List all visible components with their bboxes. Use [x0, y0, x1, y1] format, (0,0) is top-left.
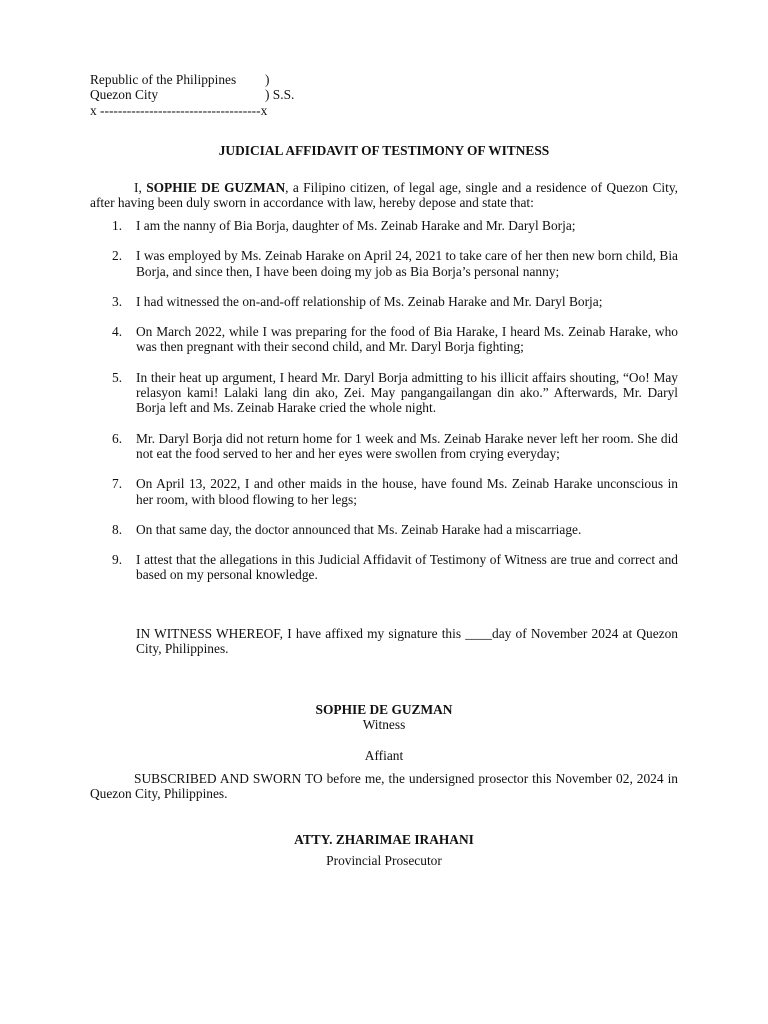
intro-prefix: I,	[134, 180, 147, 195]
item-number: 7.	[112, 476, 123, 492]
item-number: 6.	[112, 430, 123, 446]
list-item	[90, 370, 678, 416]
intro-paragraph	[90, 180, 678, 211]
item-number: 4.	[112, 324, 123, 340]
prosecutor-name: ATTY. ZHARIMAE IRAHANI	[294, 832, 474, 847]
item-text: On April 13, 2022, I and other maids in the house, have found Ms. Zeinab Harake unconscious in her room, with blood flowing to her legs;	[136, 476, 678, 507]
item-text: On March 2022, while I was preparing for the food of Bia Harake, I heard Ms. Zeinab Harake, who was then pregnant with their second child, and Mr. Daryl Borja fighting;	[136, 324, 678, 355]
item-text: I was employed by Ms. Zeinab Harake on April 24, 2021 to take care of her then new born child, Bia Borja, and since then, I have been doing my job as Bia Borja’s personal nanny;	[136, 248, 678, 279]
item-number: 9.	[112, 552, 123, 568]
list-item	[90, 431, 678, 462]
venue-city: Quezon City	[90, 87, 159, 103]
item-number: 5.	[112, 369, 123, 385]
venue-ss: ) S.S.	[265, 87, 295, 103]
witness-clause: IN WITNESS WHEREOF, I have affixed my signature this ____day of November 2024 at Quezon City, Philippines.	[136, 626, 678, 657]
intro-rest: , a Filipino citizen, of legal age, single and a residence of Quezon City, after having been duly sworn in accordance with law, hereby depose and state that:	[90, 180, 678, 211]
statement-list	[90, 218, 678, 598]
document-title: JUDICIAL AFFIDAVIT OF TESTIMONY OF WITNESS	[218, 143, 550, 158]
list-item	[90, 324, 678, 355]
item-text: In their heat up argument, I heard Mr. Daryl Borja admitting to his illicit affairs shouting, “Oo! May relasyon kami! Lalaki lang din ako, Zei. May pangangailangan din ako.” Afterwards, Mr. Daryl Borja left and Ms. Zeinab Harake cried the whole night.	[136, 369, 678, 416]
item-number: 2.	[112, 248, 123, 264]
list-item	[90, 476, 678, 507]
venue-country: Republic of the Philippines	[90, 72, 237, 87]
subscribed-paragraph: SUBSCRIBED AND SWORN TO before me, the undersigned prosector this November 02, 2024 in Quezon City, Philippines.	[90, 771, 678, 802]
affiant-label: Affiant	[364, 748, 404, 763]
item-text: Mr. Daryl Borja did not return home for 1 week and Ms. Zeinab Harake never left her room. She did not eat the food served to her and her eyes were swollen from crying everyday;	[136, 430, 678, 461]
item-number: 1.	[112, 218, 123, 233]
list-item	[90, 248, 678, 279]
item-number: 3.	[112, 293, 123, 309]
signatory-name: SOPHIE DE GUZMAN	[315, 702, 453, 717]
prosecutor-title: Provincial Prosecutor	[326, 853, 442, 868]
item-text: I attest that the allegations in this Judicial Affidavit of Testimony of Witness are true and correct and based on my personal knowledge.	[136, 552, 678, 583]
item-text: I had witnessed the on-and-off relationship of Ms. Zeinab Harake and Mr. Daryl Borja;	[136, 293, 603, 309]
list-item	[90, 218, 678, 233]
item-text: On that same day, the doctor announced that Ms. Zeinab Harake had a miscarriage.	[136, 521, 582, 537]
affiant-name: SOPHIE DE GUZMAN	[146, 180, 286, 195]
list-item	[90, 294, 678, 309]
venue-line-1	[90, 72, 390, 87]
list-item	[90, 522, 678, 537]
venue-separator: x ------------------------------------x	[90, 102, 268, 118]
venue-bracket-1: )	[265, 72, 270, 87]
item-text: I am the nanny of Bia Borja, daughter of Ms. Zeinab Harake and Mr. Daryl Borja;	[136, 218, 576, 233]
venue-block	[90, 72, 390, 118]
signatory-role: Witness	[362, 717, 406, 732]
item-number: 8.	[112, 521, 123, 537]
list-item	[90, 552, 678, 583]
venue-line-2	[90, 87, 390, 102]
